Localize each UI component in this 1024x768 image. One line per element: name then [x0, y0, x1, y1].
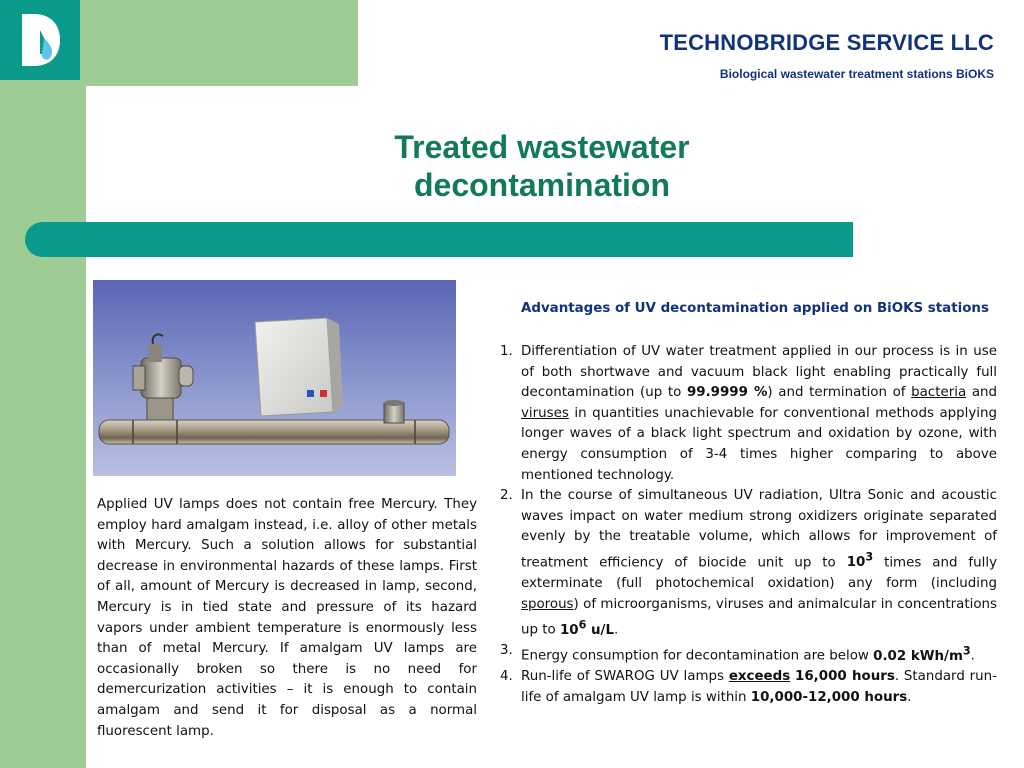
list-item	[498, 667, 997, 708]
green-side-band	[0, 0, 86, 768]
item-bold	[846, 550, 874, 571]
list-number: 1.	[500, 344, 513, 359]
company-name: TECHNOBRIDGE SERVICE LLC	[659, 30, 994, 55]
superscript: 3	[962, 644, 971, 658]
item-bold-text: 10	[846, 555, 866, 571]
item-bold-text: 10	[559, 622, 579, 638]
item-bold: 16,000 hours	[795, 669, 895, 685]
advantages-list	[498, 342, 997, 709]
logo-icon	[0, 0, 80, 80]
company-subtitle: Biological wastewater treatment stations BiOKS	[719, 67, 994, 81]
item-text: In the course of simultaneous UV radiation, Ultra Sonic and acoustic waves impact on water medium strong oxidizers originate separated evenly by the treatable volume, which allows for improvement of treatment efficiency of biocide unit up to	[521, 488, 997, 571]
title-underline-bar	[25, 222, 853, 257]
list-item	[498, 342, 997, 486]
superscript: 3	[865, 550, 874, 564]
item-text: .	[970, 648, 975, 664]
exceeds-link[interactable]: exceeds	[728, 669, 791, 685]
red-button	[320, 390, 327, 397]
item-text: in quantities unachievable for conventional methods applying longer waves of a black light spectrum and oxidation by ozone, with energy consumption of 3-4 times higher comparing to above mentioned technology.	[521, 405, 997, 483]
list-number: 3.	[500, 643, 513, 659]
item-bold	[873, 644, 971, 664]
item-text: Run-life of SWAROG UV lamps	[521, 669, 729, 685]
item-text: .	[613, 622, 619, 638]
item-bold: 99.9999 %	[686, 385, 768, 401]
uv-lamp-unit-photo	[93, 280, 456, 476]
bacteria-link[interactable]: bacteria	[911, 385, 967, 401]
page-title	[330, 128, 754, 204]
blue-button	[307, 390, 314, 397]
list-number: 2.	[500, 488, 513, 504]
item-bold	[559, 618, 614, 638]
item-text: Energy consumption for decontamination are below	[521, 648, 874, 664]
item-bold: 10,000-12,000 hours	[750, 689, 908, 705]
item-text: . Standard run-life of amalgam UV lamp is within	[521, 669, 997, 705]
item-bold-text: 0.02 kWh/m	[873, 648, 963, 664]
item-text: and	[966, 385, 998, 401]
sporous-link[interactable]: sporous	[521, 596, 574, 612]
list-item	[498, 486, 997, 641]
viruses-link[interactable]: viruses	[521, 405, 569, 421]
advantages-heading: Advantages of UV decontamination applied on BiOKS stations	[521, 301, 989, 316]
item-text: Differentiation of UV water treatment applied in our process is in use of both shortwave and vacuum black light enabling practically full decontamination (up to	[521, 344, 997, 401]
item-text: ) of microorganisms, viruses and animalcular in concentrations up to	[521, 596, 997, 638]
list-number: 4.	[500, 669, 513, 685]
item-text: ) and termination of	[767, 385, 912, 401]
title-line-2: decontamination	[413, 167, 670, 203]
item-text: times and fully exterminate (full photochemical oxidation) any form (including	[521, 555, 998, 591]
mercury-paragraph: Applied UV lamps does not contain free Mercury. They employ hard amalgam instead, i.e. alloy of other metals with Mercury. Such a solution allows for substantial decrease in environmental hazards of these lamps. First of all, amount of Mercury is decreased in lamp, second, Mercury is in tied state and pressure of its hazard vapors under ambient temperature is enormously less than of metal Mercury. If amalgam UV lamps are occasionally broken so there is no need for demercurization activities – it is enough to contain amalgam and send it for disposal as a normal fluorescent lamp.	[97, 497, 477, 739]
title-line-1: Treated wastewater	[394, 129, 690, 165]
item-text: .	[907, 689, 912, 705]
company-logo	[0, 0, 80, 80]
superscript: 6	[578, 618, 587, 632]
item-bold-text: u/L	[586, 622, 614, 638]
list-item	[498, 641, 997, 667]
